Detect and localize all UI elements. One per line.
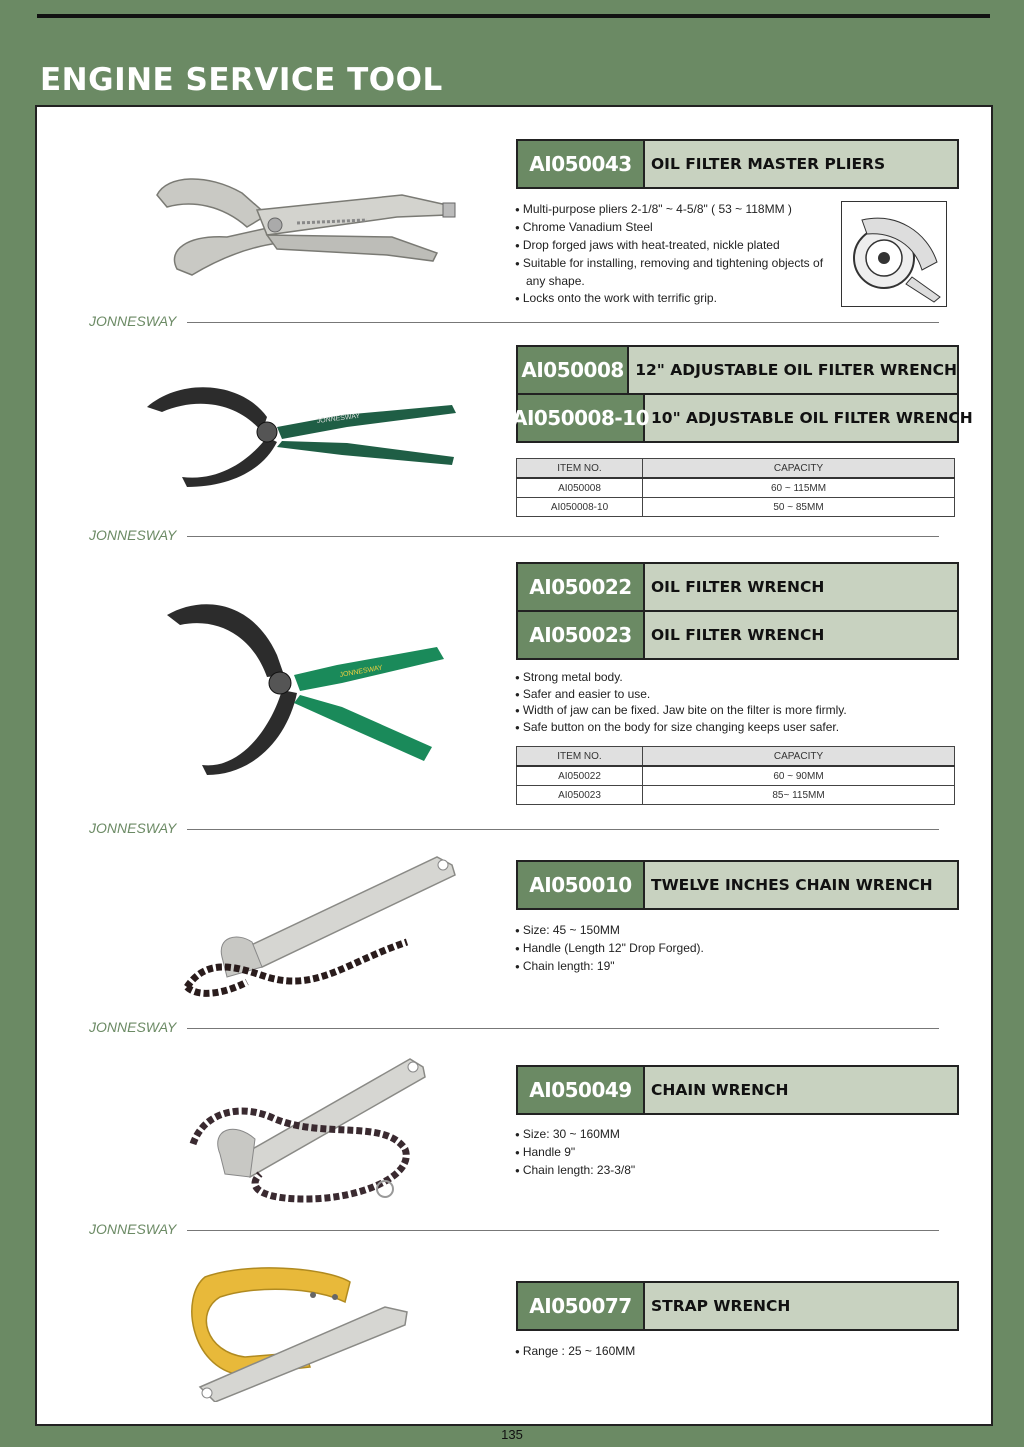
feature-item: ● Drop forged jaws with heat-treated, nickle plated [515,237,825,255]
column-header: ITEM NO. [517,459,643,479]
feature-list [515,922,835,976]
master-pliers-image [147,165,457,280]
usage-inset-image [841,201,947,307]
product-name: CHAIN WRENCH [651,1081,789,1099]
product-header [516,562,959,660]
chain-wrench-9-image [185,1049,430,1209]
feature-list [515,201,825,308]
table-cell: 60 ~ 90MM [643,766,955,786]
feature-item: ● Suitable for installing, removing and tightening objects of any shape. [515,255,825,290]
product-header [516,139,959,189]
table-cell: 50 ~ 85MM [643,498,955,517]
section-divider [187,536,939,537]
product-header [511,345,973,443]
product-name: TWELVE INCHES CHAIN WRENCH [651,876,933,894]
product-name: 12" ADJUSTABLE OIL FILTER WRENCH [635,361,957,379]
product-code: AI050022 [518,564,645,610]
feature-list [515,1126,835,1180]
product-header [516,860,959,910]
section-divider [187,1230,939,1231]
feature-list [515,1343,835,1361]
table-cell: AI050022 [517,766,643,786]
column-header: ITEM NO. [517,747,643,767]
product-header [516,1065,959,1115]
brand-label: JONNESWAY [89,313,177,329]
table-row [517,786,955,805]
column-header: CAPACITY [643,747,955,767]
feature-item: ● Size: 45 ~ 150MM [515,922,835,940]
brand-label: JONNESWAY [89,820,177,836]
top-rule [37,14,990,18]
feature-item: ● Multi-purpose pliers 2-1/8" ~ 4-5/8" ( 53 ~ 118MM ) [515,201,825,219]
section-divider [187,322,939,323]
catalog-panel [35,105,993,1426]
feature-item: ● Safe button on the body for size changing keeps user safer. [515,720,935,737]
feature-item: ● Range : 25 ~ 160MM [515,1343,835,1361]
strap-wrench-image [185,1257,420,1402]
product-code: AI050010 [518,862,645,908]
product-code: AI050049 [518,1067,645,1113]
product-name: STRAP WRENCH [651,1297,791,1315]
feature-item: ● Chain length: 19" [515,958,835,976]
svg-text:JONNESWAY: JONNESWAY [339,664,384,679]
product-code: AI050023 [518,612,645,658]
feature-item: ● Size: 30 ~ 160MM [515,1126,835,1144]
adjustable-wrench-image [142,377,462,487]
feature-item: ● Safer and easier to use. [515,687,935,704]
table-cell: AI050008-10 [517,498,643,517]
capacity-table [516,458,955,517]
table-cell: 85~ 115MM [643,786,955,805]
table-cell: AI050008 [517,478,643,498]
brand-label: JONNESWAY [89,1221,177,1237]
product-header [516,1281,959,1331]
column-header: CAPACITY [643,459,955,479]
feature-item: ● Width of jaw can be fixed. Jaw bite on the filter is more firmly. [515,703,935,720]
product-code: AI050008 [518,347,629,393]
oil-filter-wrench-image [162,595,447,775]
table-row [517,766,955,786]
table-cell: 60 ~ 115MM [643,478,955,498]
feature-item: ● Chain length: 23-3/8" [515,1162,835,1180]
product-code: AI050008-10 [518,395,645,441]
table-row [517,498,955,517]
product-name: OIL FILTER WRENCH [651,578,825,596]
chain-wrench-12-image [177,847,462,1002]
section-divider [187,1028,939,1029]
product-name: 10" ADJUSTABLE OIL FILTER WRENCH [651,409,973,427]
product-name: OIL FILTER MASTER PLIERS [651,155,886,173]
capacity-table [516,746,955,805]
feature-list [515,670,935,736]
section-divider [187,829,939,830]
table-cell: AI050023 [517,786,643,805]
product-code: AI050077 [518,1283,645,1329]
feature-item: ● Strong metal body. [515,670,935,687]
table-row [517,478,955,498]
brand-label: JONNESWAY [89,527,177,543]
feature-item: ● Handle (Length 12" Drop Forged). [515,940,835,958]
page-title: ENGINE SERVICE TOOL [40,62,443,98]
feature-item: ● Locks onto the work with terrific grip. [515,290,825,308]
product-name: OIL FILTER WRENCH [651,626,825,644]
brand-label: JONNESWAY [89,1019,177,1035]
page-number: 135 [501,1427,523,1442]
feature-item: ● Chrome Vanadium Steel [515,219,825,237]
product-code: AI050043 [518,141,645,187]
feature-item: ● Handle 9" [515,1144,835,1162]
svg-text:JONNESWAY: JONNESWAY [316,412,361,425]
